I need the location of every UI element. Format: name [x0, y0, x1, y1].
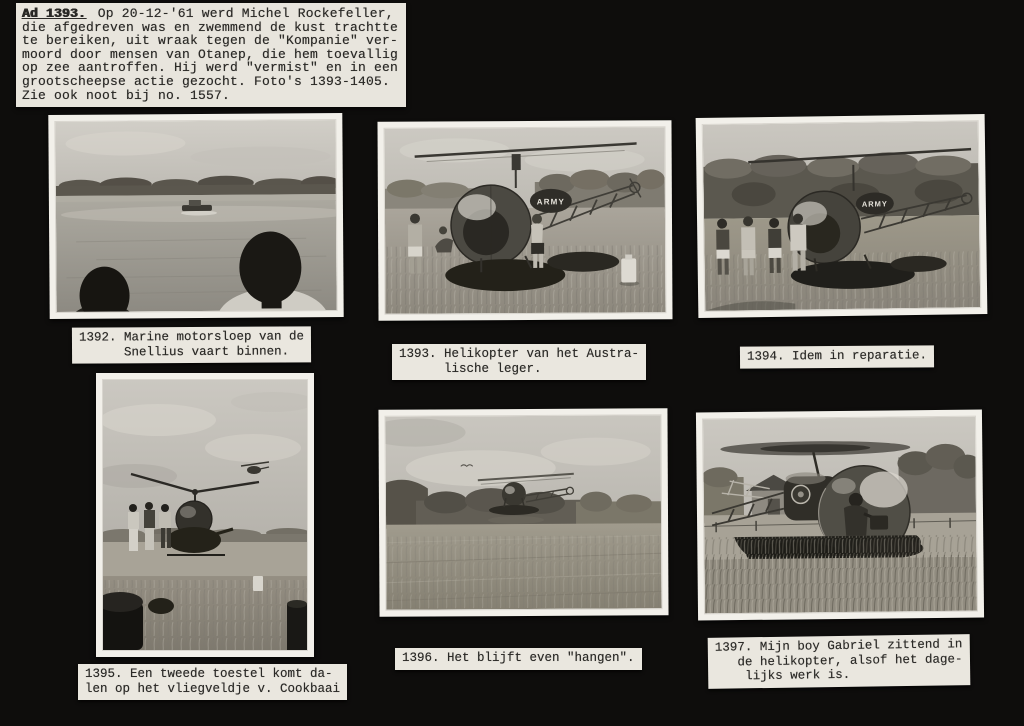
note-line: Zie ook noot bij no. 1557.: [22, 87, 231, 103]
caption-1395: [78, 664, 347, 700]
photo-1396-hovering-helicopter: [378, 408, 668, 617]
photo-1393-army-helicopter: [377, 120, 672, 321]
photo-1394-print: [703, 121, 981, 311]
note-line: die afgedreven was en zwemmend de kust trachtte: [22, 19, 399, 35]
photo-1394-helicopter-repair: [696, 114, 988, 318]
photo-1395-print: [103, 380, 307, 650]
caption-line: de helikopter, alsof het dage-: [737, 651, 963, 669]
note-line: grootscheepse actie gezocht. Foto's 1393-1405.: [22, 73, 391, 89]
caption-line: 1395. Een tweede toestel komt da-: [85, 667, 333, 681]
note-line: op zee aantroffen. Hij werd "vermist" en in een: [22, 60, 399, 76]
caption-1394: [740, 345, 934, 368]
note-line: moord door mensen van Otanep, die hem toevallig: [22, 46, 399, 62]
photo-1393-print: [385, 127, 666, 313]
caption-1396: [395, 648, 642, 670]
photo-1392-print: [55, 120, 336, 312]
caption-line: 1393. Helikopter van het Austra-: [399, 347, 640, 361]
caption-line: 1392. Marine motorsloep van de: [78, 329, 305, 345]
caption-1392: [72, 326, 311, 363]
caption-line: 1396. Het blijft even "hangen".: [402, 651, 635, 665]
caption-1393: [392, 344, 646, 380]
photo-1394-image: [703, 121, 981, 311]
photo-1397-boy-in-helicopter: [696, 410, 984, 621]
photo-1392-image: [55, 120, 336, 312]
note-intro-text: Op 20-12-'61 werd Michel Rockefeller,: [97, 6, 394, 21]
caption-line: 1394. Idem in reparatie.: [746, 348, 928, 364]
photo-1393-image: [385, 127, 666, 313]
header-note: [16, 3, 406, 107]
white-canister: [253, 576, 263, 591]
caption-line: lische leger.: [444, 361, 542, 376]
onlookers-group: [128, 502, 171, 551]
note-line: [22, 7, 400, 21]
photo-1395-image: [103, 380, 307, 650]
photo-1392-river-scene: [48, 113, 343, 319]
caption-line: lijks werk is.: [745, 667, 851, 684]
photo-1396-print: [385, 415, 661, 609]
note-number-label: Ad 1393.: [22, 6, 87, 21]
army-tank-label: ARMY: [536, 197, 566, 207]
note-line: te bereiken, uit wraak tegen de "Kompanie" ver-: [22, 33, 399, 49]
photo-1396-image: [385, 415, 661, 609]
caption-line: len op het vliegveldje v. Cookbaai: [85, 681, 341, 696]
caption-1397: [708, 634, 970, 688]
army-tank-label: ARMY: [861, 199, 888, 209]
caption-line: 1397. Mijn boy Gabriel zittend in: [714, 637, 963, 655]
photo-1397-image: [703, 417, 977, 614]
photo-1395-landing-field: [96, 373, 314, 657]
photo-1397-print: [703, 417, 977, 614]
caption-line: Snellius vaart binnen.: [123, 343, 290, 359]
